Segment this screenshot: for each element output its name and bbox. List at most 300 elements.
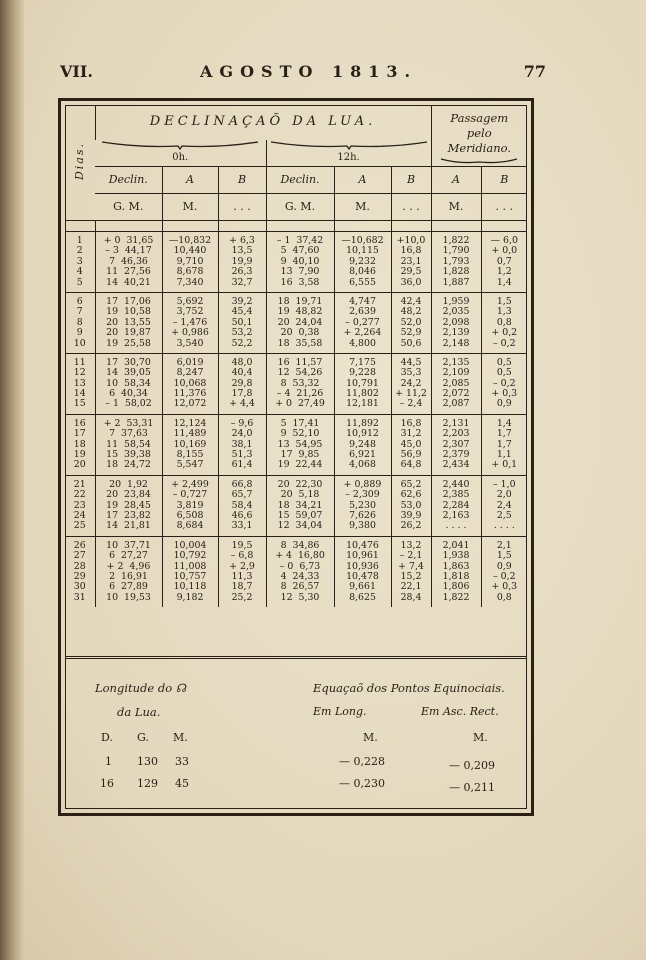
table-value: — 6,0 [490, 236, 518, 246]
unit-declin-12h: G. M. [266, 194, 334, 221]
table-value: 4,747 [349, 296, 376, 307]
passage-a-cell [431, 292, 481, 353]
table-value: 52,9 [400, 328, 422, 339]
table-value: 1,7 [496, 429, 512, 440]
table-value: 15 39,38 [106, 450, 151, 461]
table-value: 8 26,57 [280, 582, 320, 593]
table-value: 1,7 [496, 439, 512, 450]
table-value: 5,692 [176, 296, 204, 307]
b-0h-cell [218, 353, 266, 414]
table-value: 2,307 [442, 439, 470, 450]
table-value: 25,2 [231, 592, 253, 603]
table-value: 17 30,70 [106, 357, 151, 368]
table-value: 13 54,95 [277, 439, 323, 450]
table-value: 29,5 [400, 267, 422, 278]
table-value: —10,682 [341, 236, 384, 246]
b-12h-cell [391, 536, 431, 607]
page-number: 77 [523, 62, 546, 81]
table-value: 3 [76, 256, 83, 267]
table-value: 9,248 [349, 439, 376, 450]
col-b-12h: B [391, 167, 431, 194]
table-value: + 0,3 [491, 582, 518, 593]
day-cell [65, 353, 95, 414]
table-value: 13 7,90 [280, 267, 320, 278]
unit-declin-0h: G. M. [95, 194, 162, 221]
table-value: 9,182 [176, 592, 204, 603]
table-value: – 0 6,73 [279, 561, 321, 572]
table-value: + 4 16,80 [275, 551, 325, 562]
unit-long: M. [363, 731, 378, 744]
table-value: 21 [73, 479, 86, 490]
table-value: 10,912 [346, 429, 379, 440]
table-value: 1,5 [496, 296, 512, 307]
table-value: 10 [73, 338, 86, 349]
table-value: 3,752 [176, 307, 204, 318]
col-a-0h: A [162, 167, 218, 194]
table-value: 20 24,04 [277, 317, 323, 328]
table-value: 12 5,30 [280, 592, 320, 603]
table-value: 8 [76, 317, 83, 328]
table-value: 22 [73, 490, 86, 501]
longitude-node-title: Longitude do ☊ [95, 681, 187, 695]
meridian-passage-header [431, 105, 527, 167]
longitude-node-subtitle: da Lua. [117, 705, 161, 719]
table-value: 6,555 [349, 277, 376, 288]
table-value: 1,790 [442, 246, 470, 257]
table-value: 24,0 [231, 429, 253, 440]
table-value: 2,639 [349, 307, 376, 318]
table-value: 18,7 [231, 582, 253, 593]
col-declin-0h: Declin. [95, 167, 162, 194]
passage-a-cell [431, 475, 481, 536]
table-frame [58, 98, 534, 816]
table-value: 14 40,21 [106, 277, 151, 288]
moon-declination-table [65, 105, 527, 607]
table-value: 0,5 [496, 357, 512, 368]
table-value: 2,085 [442, 378, 470, 389]
table-value: + 0,0 [491, 246, 518, 257]
table-value: 2,4 [496, 500, 512, 511]
table-value: – 0,2 [492, 378, 516, 389]
declin-0h-cell [95, 232, 162, 293]
table-value: 18 [73, 439, 86, 450]
passage-b-cell [481, 414, 527, 475]
table-row [65, 536, 527, 607]
declin-0h-cell [95, 536, 162, 607]
table-value: 0,9 [496, 399, 512, 410]
table-value: 8,155 [176, 450, 204, 461]
table-value: 4 24,33 [280, 571, 320, 582]
table-value: 45,0 [400, 439, 422, 450]
table-value: 20 22,30 [277, 479, 323, 490]
table-value: 8,684 [176, 521, 204, 532]
table-value: – 1 58,02 [105, 399, 152, 410]
table-value: 20 [73, 460, 86, 471]
left-header-d: D. [101, 731, 113, 744]
table-value: 5,547 [176, 460, 204, 471]
table-value: 10,476 [346, 540, 379, 551]
table-row [65, 353, 527, 414]
table-value: 1,887 [442, 277, 470, 288]
table-value: 2,098 [442, 317, 470, 328]
table-value: 1 [76, 236, 83, 246]
table-value: 4 [76, 267, 83, 278]
table-value: 31 [73, 592, 86, 603]
table-value: 10,169 [173, 439, 207, 450]
header-gap-row [65, 221, 527, 232]
table-value: 36,0 [400, 277, 422, 288]
table-value: 11,376 [173, 389, 207, 400]
table-value: 9,380 [349, 521, 376, 532]
section-number: VII. [60, 62, 93, 81]
declin-12h-cell [266, 232, 334, 293]
table-value: 4,800 [349, 338, 376, 349]
table-value: 2,035 [442, 307, 470, 318]
right-row2-long: — 0,230 [339, 777, 385, 790]
table-value: 2,131 [442, 418, 470, 429]
day-cell [65, 414, 95, 475]
table-value: + 0,3 [491, 389, 518, 400]
table-value: 22,1 [400, 582, 422, 593]
day-cell [65, 292, 95, 353]
a-12h-cell [334, 414, 391, 475]
col-declin-12h: Declin. [266, 167, 334, 194]
declin-12h-cell [266, 475, 334, 536]
b-12h-cell [391, 292, 431, 353]
table-value: 20 0,38 [280, 328, 320, 339]
table-row [65, 414, 527, 475]
table-value: – 2,1 [399, 551, 423, 562]
table-value: 3,540 [176, 338, 204, 349]
col-b-passage: B [481, 167, 527, 194]
table-value: 10,115 [346, 246, 379, 257]
table-value: 11,489 [173, 429, 207, 440]
left-row2-day: 16 [100, 777, 114, 790]
unit-b-0h: . . . [218, 194, 266, 221]
table-value: – 0,277 [345, 317, 380, 328]
table-value: 2,1 [496, 540, 512, 551]
table-value: 9 [76, 328, 83, 339]
passage-a-cell [431, 353, 481, 414]
passage-b-cell [481, 475, 527, 536]
table-value: 12,124 [173, 418, 207, 429]
passage-a-cell [431, 232, 481, 293]
table-value: 38,1 [231, 439, 253, 450]
table-value: – 0,727 [172, 490, 208, 501]
table-value: 7,175 [349, 357, 376, 368]
brace-0h [100, 140, 260, 150]
table-value: + 0,1 [491, 460, 518, 471]
table-value: 28 [73, 561, 86, 572]
table-value: 10,068 [173, 378, 207, 389]
table-value: 27 [73, 551, 86, 562]
table-value: 2,284 [442, 500, 470, 511]
table-value: 7 37,63 [109, 429, 148, 440]
table-value: 26,3 [231, 267, 253, 278]
table-value: 42,4 [400, 296, 422, 307]
table-value: 12,072 [173, 399, 207, 410]
table-value: 2,434 [442, 460, 470, 471]
right-row2-asc: — 0,211 [449, 781, 495, 794]
table-value: 8 53,32 [280, 378, 320, 389]
table-value: 11,802 [346, 389, 379, 400]
table-value: 29,8 [231, 378, 253, 389]
left-row1-deg: 130 [137, 755, 158, 768]
table-value: 2,139 [442, 328, 470, 339]
day-cell [65, 536, 95, 607]
table-value: 2,379 [442, 450, 470, 461]
table-value: 8,625 [349, 592, 376, 603]
table-value: 12 54,26 [277, 368, 323, 379]
table-value: 53,0 [400, 500, 422, 511]
table-value: 1,863 [442, 561, 470, 572]
table-value: 23,1 [400, 256, 422, 267]
table-value: – 2,309 [345, 490, 380, 501]
a-12h-cell [334, 232, 391, 293]
table-value: 20 5,18 [280, 490, 320, 501]
a-12h-cell [334, 353, 391, 414]
b-0h-cell [218, 536, 266, 607]
table-value: 10 58,34 [106, 378, 151, 389]
table-value: 10,791 [346, 378, 379, 389]
table-value: + 0,2 [491, 328, 518, 339]
table-value: + 2 4,96 [106, 561, 151, 572]
passage-b-cell [481, 292, 527, 353]
table-value: 16 11,57 [277, 357, 323, 368]
equation-title: Equaçaõ dos Pontos Equinociais. [313, 681, 505, 695]
table-row [65, 232, 527, 293]
table-value: 48,0 [231, 357, 253, 368]
unit-b-passage: . . . [481, 194, 527, 221]
table-value: 2,041 [442, 540, 470, 551]
table-value: + 6,3 [229, 236, 255, 246]
a-0h-cell [162, 414, 218, 475]
table-value: 2,385 [442, 490, 470, 501]
table-value: 6 27,89 [109, 582, 148, 593]
table-value: – 1,476 [172, 317, 208, 328]
a-0h-cell [162, 353, 218, 414]
declin-12h-cell [266, 414, 334, 475]
table-value: 0,5 [496, 368, 512, 379]
table-value: 19 48,82 [277, 307, 323, 318]
declin-12h-cell [266, 292, 334, 353]
table-value: 52,2 [231, 338, 253, 349]
table-value: 64,8 [400, 460, 422, 471]
table-value: 7,626 [349, 510, 376, 521]
a-0h-cell [162, 292, 218, 353]
table-value: 2,440 [442, 479, 470, 490]
declin-0h-cell [95, 414, 162, 475]
b-0h-cell [218, 292, 266, 353]
table-value: 17 23,82 [106, 510, 151, 521]
table-value: 50,6 [400, 338, 422, 349]
a-12h-cell [334, 475, 391, 536]
declin-12h-cell [266, 353, 334, 414]
day-cell [65, 475, 95, 536]
table-value: 11 58,54 [106, 439, 151, 450]
table-value: + 0,889 [343, 479, 382, 490]
table-value: 29 [73, 571, 86, 582]
table-value: 65,2 [400, 479, 422, 490]
table-value: – 0,2 [492, 571, 516, 582]
table-value: + 2,9 [229, 561, 255, 572]
table-value: – 6,8 [230, 551, 254, 562]
table-value: 1,806 [442, 582, 470, 593]
passage-b-cell [481, 536, 527, 607]
table-value: 10 19,53 [106, 592, 151, 603]
table-value: 66,8 [231, 479, 253, 490]
right-row1-long: — 0,228 [339, 755, 385, 768]
table-value: 9 52,10 [280, 429, 320, 440]
table-value: 12 [73, 368, 86, 379]
table-value: 50,1 [231, 317, 253, 328]
table-value: 7,340 [176, 277, 204, 288]
table-value: 14 [73, 389, 86, 400]
table-value: 24 [73, 510, 86, 521]
table-value: 19,5 [231, 540, 253, 551]
table-value: 16,8 [400, 418, 422, 429]
table-value: 10,792 [173, 551, 207, 562]
passage-brace [439, 156, 519, 166]
table-value: 6,508 [176, 510, 204, 521]
table-value: 11 27,56 [106, 267, 151, 278]
table-value: 14 21,81 [106, 521, 151, 532]
unit-a-0h: M. [162, 194, 218, 221]
left-row1-day: 1 [105, 755, 112, 768]
table-value: 24,2 [400, 378, 422, 389]
left-header-m: M. [173, 731, 188, 744]
table-value: + 2,264 [343, 328, 382, 339]
time-12h-header [266, 140, 431, 167]
table-value: 2,203 [442, 429, 470, 440]
running-header [60, 62, 546, 86]
table-value: 44,5 [400, 357, 422, 368]
table-value: 8,247 [176, 368, 204, 379]
table-value: 61,4 [231, 460, 253, 471]
table-value: 9,661 [349, 582, 376, 593]
table-value: 5 [76, 277, 83, 288]
a-0h-cell [162, 475, 218, 536]
table-value: 1,4 [496, 418, 512, 429]
table-value: 17 17,06 [106, 296, 151, 307]
declin-0h-cell [95, 353, 162, 414]
table-value: 35,3 [400, 368, 422, 379]
time-0h-header [95, 140, 266, 167]
left-row2-min: 45 [175, 777, 189, 790]
bottom-section [65, 656, 527, 809]
table-value: 18 34,21 [277, 500, 323, 511]
table-value: + 0,986 [171, 328, 209, 339]
table-value: 6 40,34 [109, 389, 148, 400]
table-value: 2 16,91 [109, 571, 148, 582]
table-value: 19,9 [231, 256, 253, 267]
table-value: 3,819 [176, 500, 204, 511]
table-value: 13,5 [231, 246, 253, 257]
table-value: 20 13,55 [106, 317, 151, 328]
table-value: 11,3 [231, 571, 253, 582]
table-value: + 7,4 [398, 561, 424, 572]
declination-title: DECLINAÇAÕ DA LUA. [95, 105, 431, 140]
b-0h-cell [218, 414, 266, 475]
table-value: 46,6 [231, 510, 253, 521]
table-value: 31,2 [400, 429, 422, 440]
table-value: 2,135 [442, 357, 470, 368]
table-value: 10,440 [173, 246, 207, 257]
table-value: 11 [73, 357, 86, 368]
table-value: 62,6 [400, 490, 422, 501]
b-12h-cell [391, 475, 431, 536]
table-value: – 1,0 [492, 479, 516, 490]
table-value: 51,3 [231, 450, 253, 461]
col-a-passage: A [431, 167, 481, 194]
passage-b-cell [481, 232, 527, 293]
table-value: 10,936 [346, 561, 379, 572]
table-value: 6,921 [349, 450, 376, 461]
table-value: 0,9 [496, 561, 512, 572]
table-value: 18 19,71 [277, 296, 323, 307]
unit-a-passage: M. [431, 194, 481, 221]
table-value: 6 27,27 [109, 551, 148, 562]
table-value: 20 1,92 [109, 479, 148, 490]
table-value: 2,0 [496, 490, 512, 501]
table-value: 15 59,07 [277, 510, 323, 521]
b-0h-cell [218, 475, 266, 536]
table-value: . . . . [493, 521, 515, 532]
table-value: 2 [76, 246, 83, 257]
unit-a-12h: M. [334, 194, 391, 221]
left-row2-deg: 129 [137, 777, 158, 790]
table-value: 16 [73, 418, 86, 429]
table-value: + 0 27,49 [275, 399, 325, 410]
table-value: 8,046 [349, 267, 376, 278]
left-row1-min: 33 [175, 755, 189, 768]
table-value: 1,3 [496, 307, 512, 318]
table-value: – 0,2 [492, 338, 516, 349]
b-12h-cell [391, 353, 431, 414]
table-value: 2,148 [442, 338, 470, 349]
left-header-g: G. [137, 731, 149, 744]
table-value: 20 19,87 [106, 328, 151, 339]
table-value: 1,822 [442, 592, 470, 603]
month-title: AGOSTO 1813. [200, 62, 418, 81]
table-value: 1,5 [496, 551, 512, 562]
col-a-12h: A [334, 167, 391, 194]
table-value: 9,710 [176, 256, 204, 267]
table-value: 10,118 [173, 582, 207, 593]
table-value: – 1 37,42 [276, 236, 324, 246]
a-12h-cell [334, 292, 391, 353]
table-value: 11,892 [346, 418, 379, 429]
table-value: 10,757 [173, 571, 207, 582]
table-value: 8,678 [176, 267, 204, 278]
table-value: 2,5 [496, 510, 512, 521]
declin-0h-cell [95, 292, 162, 353]
time-12h-label: 12h. [337, 152, 360, 163]
table-value: – 2,4 [399, 399, 423, 410]
table-value: 19 22,44 [277, 460, 323, 471]
table-value: 14 39,05 [106, 368, 151, 379]
table-value: 15,2 [400, 571, 422, 582]
table-value: 33,1 [231, 521, 253, 532]
days-label: Dias. [72, 141, 86, 180]
passage-b-cell [481, 353, 527, 414]
table-value: 20 23,84 [106, 490, 151, 501]
table-value: 12 34,04 [277, 521, 323, 532]
col-b-0h: B [218, 167, 266, 194]
table-value: 19 28,45 [106, 500, 151, 511]
table-value: 26 [73, 540, 86, 551]
passage-line-3: Meridiano. [447, 141, 511, 155]
